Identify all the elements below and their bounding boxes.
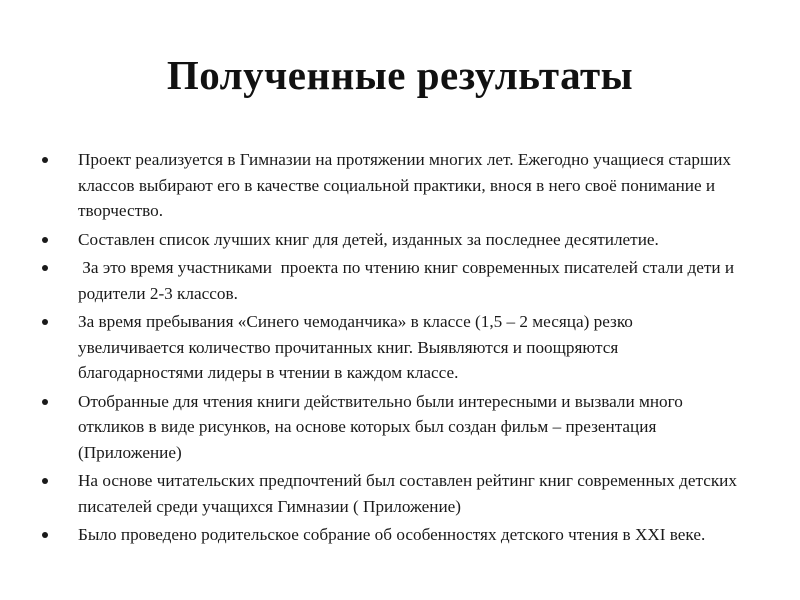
bullet-item bbox=[42, 389, 742, 466]
bullet-text: Проект реализуется в Гимназии на протяжении многих лет. Ежегодно учащиеся старших классов выбирают его в качестве социальной практики, внося в него своё понимание и творчество. bbox=[78, 150, 731, 220]
bullet-dot-icon bbox=[42, 478, 48, 484]
bullet-text: Отобранные для чтения книги действительно были интересными и вызвали много откликов в виде рисунков, на основе которых был создан фильм – презентация (Приложение) bbox=[78, 391, 683, 462]
bullet-text: Было проведено родительское собрание об особенностях детского чтения в XXI веке. bbox=[78, 525, 706, 544]
bullet-text: За это время участниками проекта по чтению книг современных писателей стали дети и родители 2-3 классов. bbox=[78, 258, 739, 303]
bullet-dot-icon bbox=[42, 399, 48, 405]
bullet-text: Составлен список лучших книг для детей, изданных за последнее десятилетие. bbox=[78, 229, 659, 249]
slide-title: Полученные результаты bbox=[166, 52, 634, 98]
bullet-item bbox=[42, 468, 742, 519]
bullet-dot-icon bbox=[42, 319, 48, 325]
bullet-text: За время пребывания «Синего чемоданчика» в классе (1,5 – 2 месяца) резко увеличивается количество прочитанных книг. Выявляются и поощряются благодарностями лидеры в чтении в каждом классе. bbox=[78, 312, 633, 382]
bullet-item bbox=[42, 309, 742, 386]
bullet-item bbox=[42, 147, 742, 224]
bullet-item bbox=[42, 522, 742, 548]
bullet-list bbox=[42, 147, 742, 551]
bullet-text: На основе читательских предпочтений был составлен рейтинг книг современных детских писателей среди учащихся Гимназии ( Приложение) bbox=[78, 471, 737, 516]
bullet-dot-icon bbox=[42, 265, 48, 271]
bullet-dot-icon bbox=[42, 237, 48, 243]
bullet-dot-icon bbox=[42, 532, 48, 538]
bullet-dot-icon bbox=[42, 157, 48, 163]
bullet-item bbox=[42, 255, 742, 306]
bullet-item bbox=[42, 227, 742, 253]
